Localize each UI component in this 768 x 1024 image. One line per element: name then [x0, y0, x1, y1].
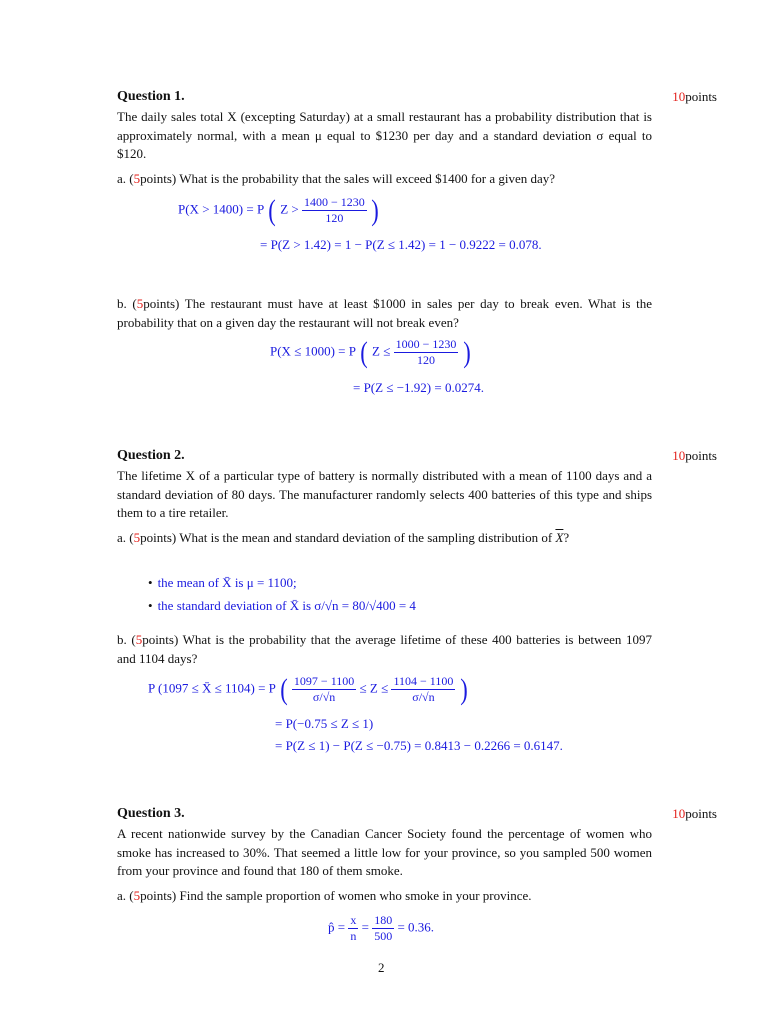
q2b-mid: ≤ Z ≤ [359, 680, 389, 696]
numerator: 1000 − 1230 [395, 337, 457, 351]
bullet-text: the mean of X̄ is μ = 1100; [157, 575, 297, 590]
right-paren: ) [462, 335, 471, 369]
question-1a [117, 170, 652, 189]
q1b-z: Z ≤ [372, 343, 391, 359]
q1b-equation-line2: = P(Z ≤ −1.92) = 0.0274. [353, 380, 484, 395]
bullet-text: the standard deviation of X̄ is σ/√n = 80/√400 = 4 [157, 598, 416, 613]
question-3-points [672, 806, 717, 822]
left-paren: ( [268, 193, 276, 227]
part-points: 5 [133, 530, 141, 545]
denominator: 120 [394, 352, 459, 368]
question-3a [117, 887, 652, 906]
q1a-z: Z > [280, 201, 299, 217]
question-2b [117, 631, 652, 668]
question-1b [117, 295, 652, 332]
points-word: points [685, 89, 717, 104]
part-text: points) What is the probability that the sales will exceed $1400 for a given day? [140, 171, 556, 186]
part-points: 5 [133, 888, 141, 903]
part-points: 5 [133, 171, 141, 186]
q3a-fraction-1 [348, 913, 358, 944]
q3a-eq: = [361, 919, 369, 935]
bullet-dot-icon: • [148, 598, 153, 613]
page-number: 2 [378, 960, 385, 975]
q2b-equation-line3: = P(Z ≤ 1) − P(Z ≤ −0.75) = 0.8413 − 0.2266 = 0.6147. [275, 738, 563, 753]
q1b-equation-line1 [270, 337, 472, 368]
numerator: 1104 − 1100 [393, 674, 454, 688]
question-2a [117, 529, 652, 548]
question-1-points [672, 89, 717, 105]
question-3-title: Question 3. [117, 806, 185, 821]
question-1-text: The daily sales total X (excepting Saturday) at a small restaurant has a probability distribution that is approximately normal, with a mean μ equal to $1230 per day and a standard deviation σ equal to $120. [117, 109, 652, 161]
left-paren: ( [360, 335, 368, 369]
part-points: 5 [135, 632, 143, 647]
q1a-lhs: P(X > 1400) = P [178, 201, 264, 217]
denominator: σ/√n [391, 689, 455, 705]
q2a-bullet-2 [148, 598, 416, 614]
q2a-bullet-1 [148, 575, 297, 591]
numerator: 180 [374, 913, 393, 927]
points-value: 10 [672, 448, 686, 463]
q1b-fraction [394, 337, 459, 368]
q1a-fraction [302, 195, 367, 226]
part-text: points) The restaurant must have at least $1000 in sales per day to break even. What is the probability that on a given day the restaurant will not break even? [117, 296, 652, 330]
part-label: a. ( [117, 888, 134, 903]
part-points: 5 [136, 296, 144, 311]
numerator: 1400 − 1230 [303, 195, 365, 209]
points-value: 10 [672, 89, 686, 104]
q3a-equation [328, 913, 434, 944]
q1a-equation-line2: = P(Z > 1.42) = 1 − P(Z ≤ 1.42) = 1 − 0.9222 = 0.078. [260, 237, 542, 252]
left-paren: ( [279, 672, 288, 706]
denominator: 120 [302, 210, 367, 226]
q1a-equation-line1 [178, 195, 380, 226]
q3a-lhs: p̂ = [328, 919, 346, 935]
numerator: x [350, 913, 357, 927]
q2b-fraction-left [292, 674, 356, 705]
x-bar-variable: $\overline{X}$ [555, 530, 564, 545]
q3a-result: = 0.36. [397, 919, 435, 935]
q3a-fraction-2 [372, 913, 394, 944]
part-label: b. ( [117, 296, 137, 311]
denominator: 500 [374, 929, 393, 943]
q1b-lhs: P(X ≤ 1000) = P [270, 343, 356, 359]
part-label: a. ( [117, 171, 134, 186]
points-word: points [685, 448, 717, 463]
right-paren: ) [371, 193, 379, 227]
q2b-equation-line2: = P(−0.75 ≤ Z ≤ 1) [275, 716, 374, 731]
q2b-fraction-right [391, 674, 455, 705]
denominator: σ/√n [292, 689, 356, 705]
numerator: 1097 − 1100 [293, 674, 355, 688]
question-2-points [672, 448, 717, 464]
points-word: points [685, 806, 717, 821]
question-2-title: Question 2. [117, 448, 185, 463]
part-text: points) Find the sample proportion of women who smoke in your province. [140, 888, 532, 903]
question-3-text: A recent nationwide survey by the Canadian Cancer Society found the percentage of women who smoke has increased to 30%. That seemed a little low for your province, so you sampled 500 women from your province and found that 180 of them smoke. [117, 826, 652, 878]
denominator: n [350, 929, 357, 943]
q2b-equation-line1 [148, 674, 469, 705]
bullet-dot-icon: • [148, 575, 153, 590]
question-1-title: Question 1. [117, 89, 185, 104]
q2b-lhs: P (1097 ≤ X̄ ≤ 1104) = P [148, 680, 276, 696]
part-label: a. ( [117, 530, 134, 545]
points-value: 10 [672, 806, 686, 821]
part-text: points) What is the mean and standard deviation of the sampling distribution of [140, 530, 556, 545]
question-2-text: The lifetime X of a particular type of battery is normally distributed with a mean of 1100 days and a standard deviation of 80 days. The manufacturer randomly selects 400 batteries of this type and ships them to a tire retailer. [117, 468, 652, 520]
part-text: points) What is the probability that the average lifetime of these 400 batteries is between 1097 and 1104 days? [117, 632, 652, 666]
part-text-end: ? [563, 530, 570, 545]
part-label: b. ( [117, 632, 136, 647]
right-paren: ) [459, 672, 468, 706]
